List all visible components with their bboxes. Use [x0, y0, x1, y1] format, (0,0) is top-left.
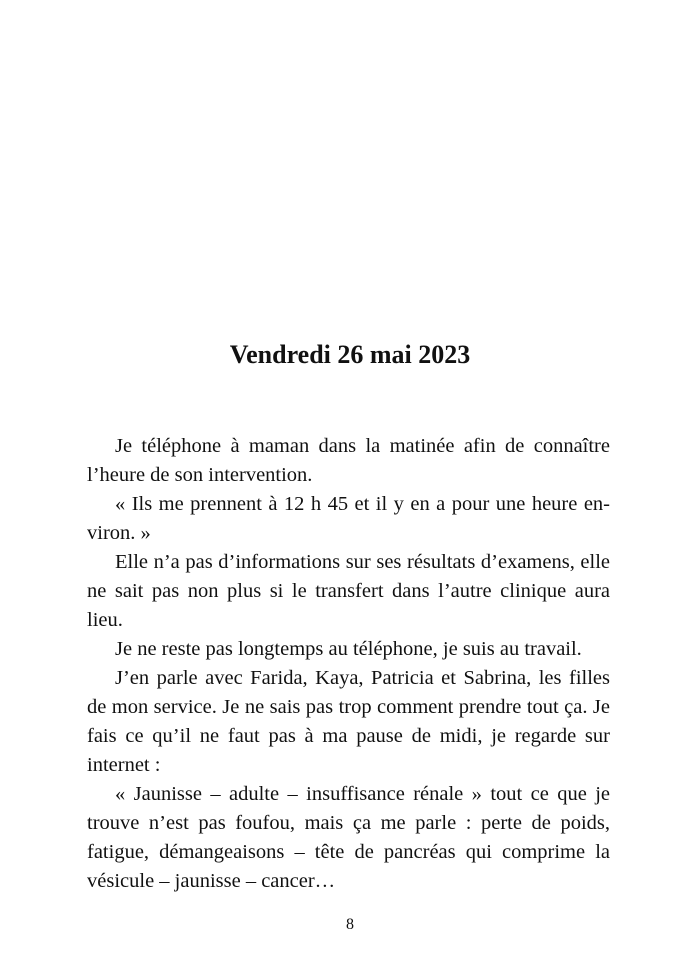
paragraph: J’en parle avec Farida, Kaya, Patricia et Sabrina, les filles de mon service. Je ne sais pas trop comment prendre tout ça. Je fais ce qu’il ne faut pas à ma pause de midi, je regarde sur internet : [87, 667, 610, 776]
page-number: 8 [346, 916, 354, 933]
chapter-title: Vendredi 26 mai 2023 [229, 340, 471, 369]
paragraph: Je téléphone à maman dans la matinée afin de connaître l’heure de son intervention. [87, 435, 610, 486]
paragraph: « Ils me prennent à 12 h 45 et il y en a pour une heure environ. » [87, 493, 610, 544]
paragraph: Je ne reste pas longtemps au téléphone, je suis au travail. [115, 638, 582, 660]
paragraph: Elle n’a pas d’informations sur ses résultats d’examens, elle ne sait pas non plus si le transfert dans l’autre clinique aura lieu. [87, 551, 610, 631]
paragraph: « Jaunisse – adulte – insuffisance rénale » tout ce que je trouve n’est pas foufou, mais ça me parle : perte de poids, fatigue, démangeaisons – tête de pancréas qui comprime la vésicule – jaunisse – cancer… [87, 783, 610, 892]
body-text [87, 432, 610, 896]
